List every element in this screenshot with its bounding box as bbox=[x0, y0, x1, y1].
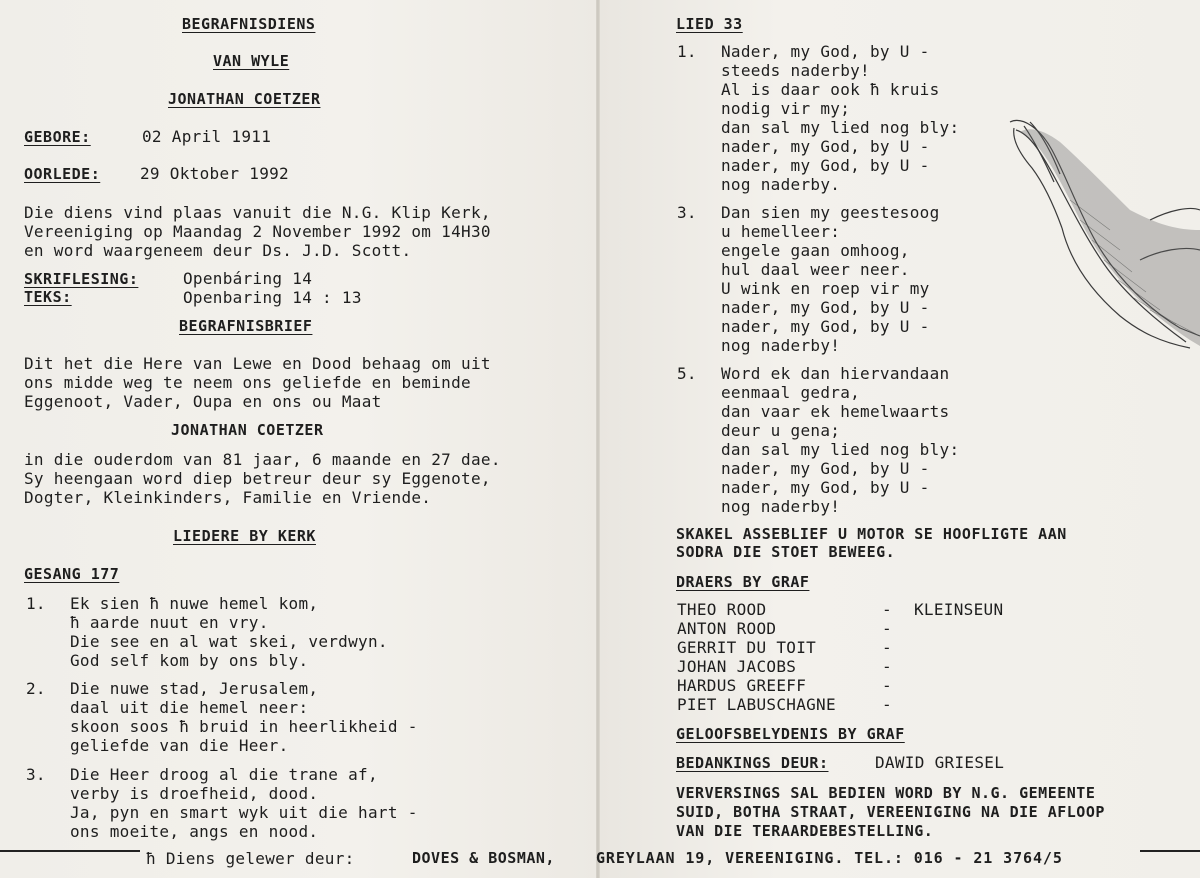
gesang-verse-number: 2. bbox=[26, 679, 46, 698]
gesang-verse-number: 1. bbox=[26, 594, 46, 613]
lied-verse-line: steeds naderby! bbox=[721, 61, 870, 80]
lied-verse-line: nader, my God, by U - bbox=[721, 459, 930, 478]
title-heading: BEGRAFNISDIENS bbox=[182, 15, 316, 33]
praying-hands-illustration bbox=[1000, 110, 1200, 350]
lied-verse-line: nader, my God, by U - bbox=[721, 298, 930, 317]
gesang-verse-line: Ja, pyn en smart wyk uit die hart - bbox=[70, 803, 418, 822]
gesang-verse-line: skoon soos ħ bruid in heerlikheid - bbox=[70, 717, 418, 736]
van-wyle-heading: VAN WYLE bbox=[213, 52, 290, 70]
service-line-2: Vereeniging op Maandag 2 November 1992 om 14H30 bbox=[24, 222, 491, 241]
gesang-verse-line: God self kom by ons bly. bbox=[70, 651, 309, 670]
lied-verse-line: Al is daar ook ħ kruis bbox=[721, 80, 940, 99]
bearer-name: GERRIT DU TOIT bbox=[677, 638, 817, 657]
lied-verse-line: nader, my God, by U - bbox=[721, 156, 930, 175]
liedere-heading: LIEDERE BY KERK bbox=[173, 527, 316, 545]
bearer-name: PIET LABUSCHAGNE bbox=[677, 695, 836, 714]
bearer-dash: - bbox=[882, 638, 892, 657]
page-fold bbox=[596, 0, 600, 878]
age-line-2: Sy heengaan word diep betreur deur sy Eggenote, bbox=[24, 469, 491, 488]
geloof-heading: GELOOFSBELYDENIS BY GRAF bbox=[676, 725, 905, 743]
lied-verse-line: hul daal weer neer. bbox=[721, 260, 910, 279]
age-line-1: in die ouderdom van 81 jaar, 6 maande en 27 dae. bbox=[24, 450, 501, 469]
lied-verse-line: engele gaan omhoog, bbox=[721, 241, 910, 260]
lied-verse-line: nader, my God, by U - bbox=[721, 137, 930, 156]
footer-address: GREYLAAN 19, VEREENIGING. TEL.: 016 - 21 3764/5 bbox=[596, 849, 1063, 867]
oorlede-label: OORLEDE: bbox=[24, 165, 101, 183]
bedankings-label: BEDANKINGS DEUR: bbox=[676, 754, 829, 772]
lied-heading: LIED 33 bbox=[676, 15, 743, 33]
bearer-dash: - bbox=[882, 600, 892, 619]
footer-rule-right bbox=[1140, 850, 1200, 852]
gesang-verse-line: Ek sien ħ nuwe hemel kom, bbox=[70, 594, 319, 613]
gebore-value: 02 April 1911 bbox=[142, 127, 272, 146]
footer-rule-left bbox=[0, 850, 140, 852]
gesang-verse-line: geliefde van die Heer. bbox=[70, 736, 289, 755]
footer-prefix: ħ Diens gelewer deur: bbox=[146, 849, 355, 868]
skriflesing-label: SKRIFLESING: bbox=[24, 270, 139, 288]
footer-company: DOVES & BOSMAN, bbox=[412, 849, 555, 867]
service-line-1: Die diens vind plaas vanuit die N.G. Klip Kerk, bbox=[24, 203, 491, 222]
lied-verse-line: deur u gena; bbox=[721, 421, 841, 440]
lied-verse-line: u hemelleer: bbox=[721, 222, 841, 241]
notice-line-1: SKAKEL ASSEBLIEF U MOTOR SE HOOFLIGTE AAN bbox=[676, 525, 1067, 543]
gesang-verse-line: ons moeite, angs en nood. bbox=[70, 822, 319, 841]
verversing-line-3: VAN DIE TERAARDEBESTELLING. bbox=[676, 822, 934, 840]
bearer-note: KLEINSEUN bbox=[914, 600, 1004, 619]
lied-verse-line: dan sal my lied nog bly: bbox=[721, 118, 960, 137]
service-line-3: en word waargeneem deur Ds. J.D. Scott. bbox=[24, 241, 412, 260]
gesang-verse-line: ħ aarde nuut en vry. bbox=[70, 613, 269, 632]
verversing-line-1: VERVERSINGS SAL BEDIEN WORD BY N.G. GEMEENTE bbox=[676, 784, 1096, 802]
lied-verse-number: 1. bbox=[677, 42, 697, 61]
brief-heading: BEGRAFNISBRIEF bbox=[179, 317, 313, 335]
lied-verse-number: 3. bbox=[677, 203, 697, 222]
lied-verse-line: nog naderby! bbox=[721, 336, 841, 355]
notice-line-2: SODRA DIE STOET BEWEEG. bbox=[676, 543, 896, 561]
bearer-dash: - bbox=[882, 619, 892, 638]
gesang-verse-line: verby is droefheid, dood. bbox=[70, 784, 319, 803]
bedankings-value: DAWID GRIESEL bbox=[875, 753, 1005, 772]
bearer-dash: - bbox=[882, 657, 892, 676]
age-line-3: Dogter, Kleinkinders, Familie en Vriende. bbox=[24, 488, 432, 507]
gesang-heading: GESANG 177 bbox=[24, 565, 120, 583]
gesang-verse-line: Die see en al wat skei, verdwyn. bbox=[70, 632, 388, 651]
lied-verse-line: nader, my God, by U - bbox=[721, 478, 930, 497]
gesang-verse-line: Die Heer droog al die trane af, bbox=[70, 765, 378, 784]
bearer-name: ANTON ROOD bbox=[677, 619, 777, 638]
teks-value: Openbaring 14 : 13 bbox=[183, 288, 362, 307]
gesang-verse-number: 3. bbox=[26, 765, 46, 784]
oorlede-value: 29 Oktober 1992 bbox=[140, 164, 289, 183]
skriflesing-value: Openbáring 14 bbox=[183, 269, 313, 288]
lied-verse-line: nodig vir my; bbox=[721, 99, 851, 118]
deceased-name: JONATHAN COETZER bbox=[168, 90, 321, 108]
lied-verse-line: Dan sien my geestesoog bbox=[721, 203, 940, 222]
lied-verse-line: U wink en roep vir my bbox=[721, 279, 930, 298]
bearer-name: THEO ROOD bbox=[677, 600, 767, 619]
bearer-dash: - bbox=[882, 695, 892, 714]
deceased-name-2: JONATHAN COETZER bbox=[171, 421, 324, 439]
lied-verse-line: Word ek dan hiervandaan bbox=[721, 364, 950, 383]
bearer-dash: - bbox=[882, 676, 892, 695]
brief-line-3: Eggenoot, Vader, Oupa en ons ou Maat bbox=[24, 392, 382, 411]
bearer-name: JOHAN JACOBS bbox=[677, 657, 797, 676]
teks-label: TEKS: bbox=[24, 288, 72, 306]
lied-verse-line: Nader, my God, by U - bbox=[721, 42, 930, 61]
brief-line-1: Dit het die Here van Lewe en Dood behaag om uit bbox=[24, 354, 491, 373]
gesang-verse-line: Die nuwe stad, Jerusalem, bbox=[70, 679, 319, 698]
gebore-label: GEBORE: bbox=[24, 128, 91, 146]
lied-verse-line: eenmaal gedra, bbox=[721, 383, 861, 402]
verversing-line-2: SUID, BOTHA STRAAT, VEREENIGING NA DIE AFLOOP bbox=[676, 803, 1105, 821]
lied-verse-line: nog naderby! bbox=[721, 497, 841, 516]
lied-verse-line: dan sal my lied nog bly: bbox=[721, 440, 960, 459]
brief-line-2: ons midde weg te neem ons geliefde en beminde bbox=[24, 373, 471, 392]
lied-verse-line: nader, my God, by U - bbox=[721, 317, 930, 336]
draers-heading: DRAERS BY GRAF bbox=[676, 573, 810, 591]
bearer-name: HARDUS GREEFF bbox=[677, 676, 807, 695]
lied-verse-line: dan vaar ek hemelwaarts bbox=[721, 402, 950, 421]
gesang-verse-line: daal uit die hemel neer: bbox=[70, 698, 309, 717]
lied-verse-number: 5. bbox=[677, 364, 697, 383]
lied-verse-line: nog naderby. bbox=[721, 175, 841, 194]
